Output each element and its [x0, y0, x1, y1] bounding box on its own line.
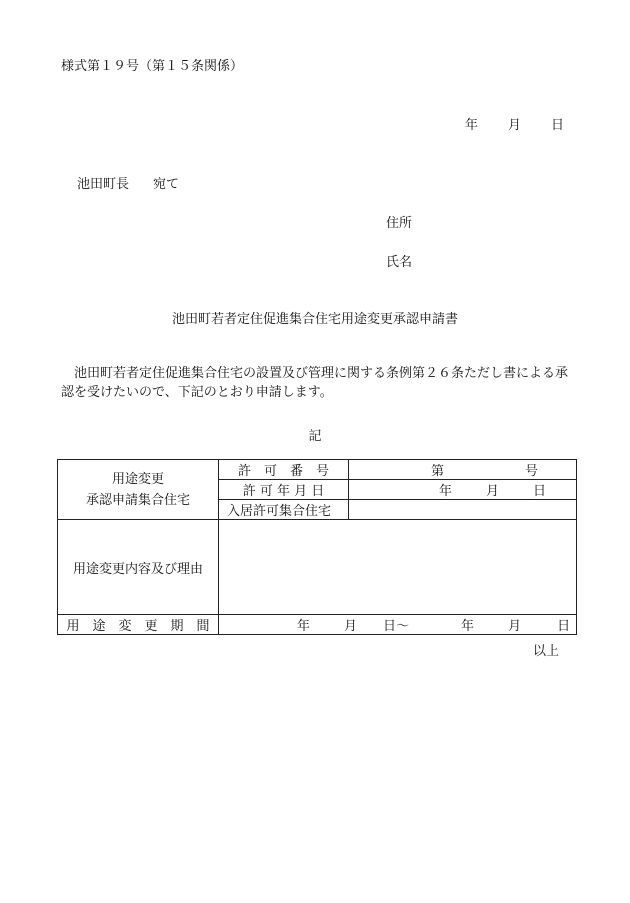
applicant-address-label: 住所	[386, 216, 413, 231]
body-paragraph: 池田町若者定住促進集合住宅の設置及び管理に関する条例第２６条ただし書による承認を受けたいので、下記のとおり申請します。	[61, 366, 569, 400]
submission-date	[465, 114, 564, 133]
period-to-month: 月	[508, 619, 522, 634]
residence-field[interactable]	[349, 500, 577, 520]
permit-number-label-text: 許 可 番 号	[237, 464, 329, 479]
residence-label	[219, 500, 349, 520]
document-title: 池田町若者定住促進集合住宅用途変更承認申請書	[171, 312, 458, 327]
addressee-suffix: 宛て	[153, 177, 180, 192]
residence-label-text: 入居許可集合住宅	[227, 504, 332, 519]
closing-ijo: 以上	[533, 644, 560, 659]
permit-date-label-text: 許 可 年 月 日	[242, 484, 325, 499]
target-housing-label	[58, 460, 219, 520]
application-table	[57, 459, 577, 635]
ki-heading: 記	[308, 429, 322, 444]
period-label	[58, 615, 219, 635]
applicant-name-label: 氏名	[386, 255, 413, 270]
permit-date-year: 年	[439, 484, 453, 499]
reason-label-text: 用途変更内容及び理由	[72, 561, 203, 577]
permit-number-suffix: 号	[524, 464, 538, 479]
permit-number-label	[219, 460, 349, 480]
reason-label	[58, 520, 219, 615]
reason-field[interactable]	[219, 520, 577, 615]
form-number: 様式第１９号（第１５条関係）	[61, 59, 244, 74]
period-label-text: 用 途 変 更 期 間	[66, 619, 210, 634]
date-month: 月	[508, 118, 522, 133]
permit-number-prefix: 第	[431, 464, 445, 479]
date-day: 日	[551, 118, 565, 133]
permit-date-label	[219, 480, 349, 500]
target-label-line1: 用途変更	[111, 471, 164, 487]
permit-date-day: 日	[532, 484, 546, 499]
period-field[interactable]	[219, 615, 577, 635]
period-to-day: 日	[557, 619, 571, 634]
period-from-month: 月	[344, 619, 358, 634]
target-label-line2: 承認申請集合住宅	[85, 492, 190, 508]
date-year: 年	[465, 118, 479, 133]
permit-number-field[interactable]	[349, 460, 577, 480]
addressee-name: 池田町長	[77, 177, 130, 192]
period-from-day: 日〜	[383, 619, 410, 634]
permit-date-field[interactable]	[349, 480, 577, 500]
permit-date-month: 月	[485, 484, 499, 499]
period-to-year: 年	[461, 619, 475, 634]
addressee	[77, 173, 179, 192]
period-from-year: 年	[297, 619, 311, 634]
